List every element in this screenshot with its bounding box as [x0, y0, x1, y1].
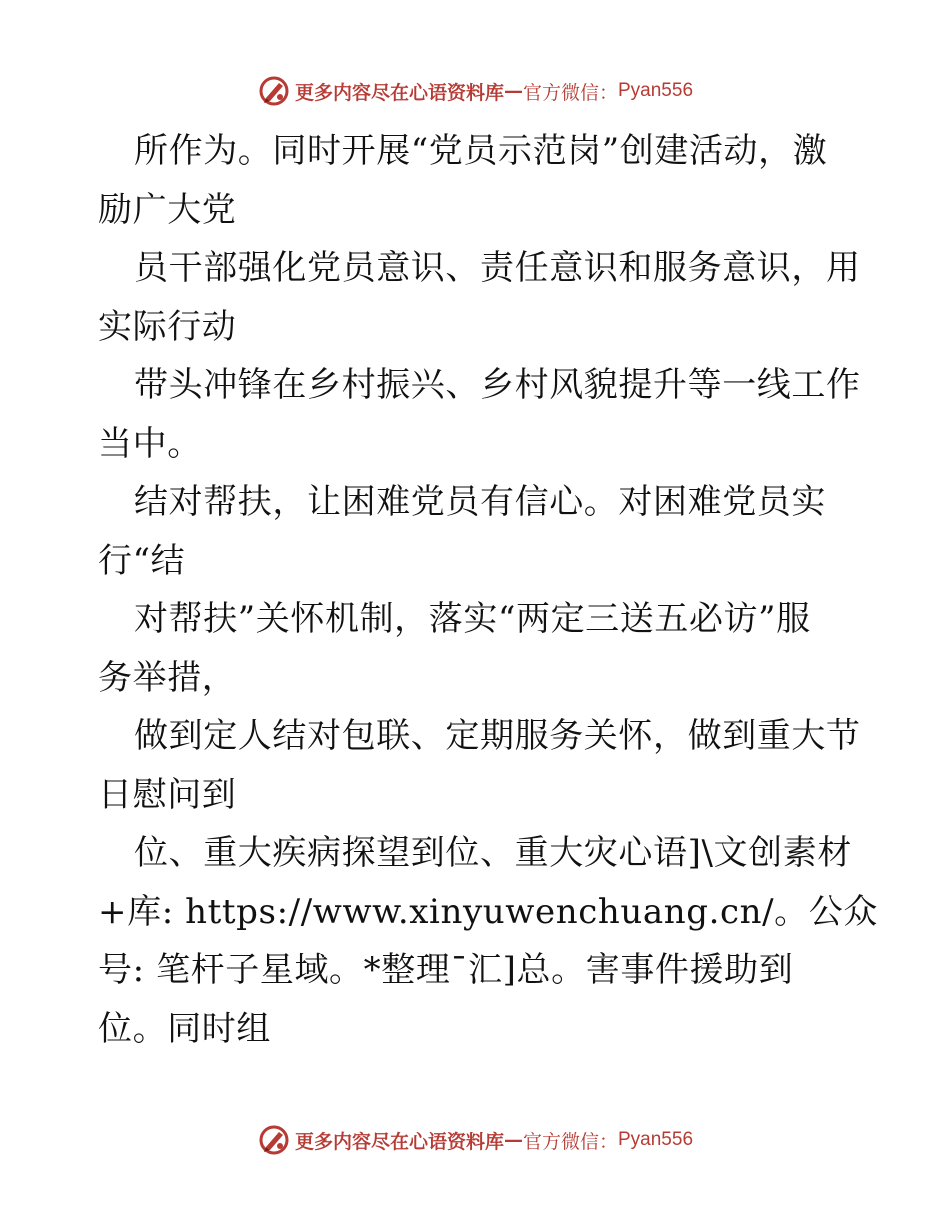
body-line: 号: 笔杆子星域。*整理¯汇]总。害事件援助到 [98, 950, 794, 990]
body-line: 行“结 [98, 540, 186, 581]
body-line: 励广大党 [98, 189, 237, 230]
header-watermark-banner [0, 71, 950, 111]
body-line: 做到定人结对包联、定期服务关怀，做到重大节 [134, 716, 861, 756]
header-wechat-label: 官方微信： [522, 81, 618, 104]
body-line: 实际行动 [98, 306, 237, 347]
footer-banner-dash: — [503, 1129, 523, 1151]
pen-logo-icon [257, 74, 291, 108]
body-line: +库: https://www.xinyuwenchuang.cn/。公众 [98, 891, 878, 932]
document-body [98, 122, 878, 1058]
footer-watermark-banner [0, 1120, 950, 1160]
footer-wechat-id: Pyan556 [618, 1129, 694, 1150]
header-wechat-id: Pyan556 [618, 80, 694, 101]
body-line: 务举措， [98, 657, 237, 698]
header-banner-dash: — [503, 80, 523, 102]
body-line: 带头冲锋在乡村振兴、乡村风貌提升等一线工作 [134, 365, 861, 405]
body-line: 日慰问到 [98, 774, 237, 815]
body-line: 位。同时组 [98, 1008, 271, 1049]
body-line: 员干部强化党员意识、责任意识和服务意识，用 [134, 248, 861, 288]
body-line: 所作为。同时开展“党员示范岗”创建活动，激 [134, 131, 828, 171]
body-line: 位、重大疾病探望到位、重大灾心语]\文创素材 [134, 833, 852, 873]
body-line: 对帮扶”关怀机制，落实“两定三送五必访”服 [134, 599, 811, 639]
header-banner-text: 更多内容尽在心语资料库 [294, 81, 504, 104]
footer-banner-text: 更多内容尽在心语资料库 [294, 1130, 504, 1153]
pen-logo-icon [257, 1123, 291, 1157]
footer-wechat-label: 官方微信： [522, 1130, 618, 1153]
body-line: 结对帮扶，让困难党员有信心。对困难党员实 [134, 482, 826, 522]
body-line: 当中。 [98, 423, 202, 464]
